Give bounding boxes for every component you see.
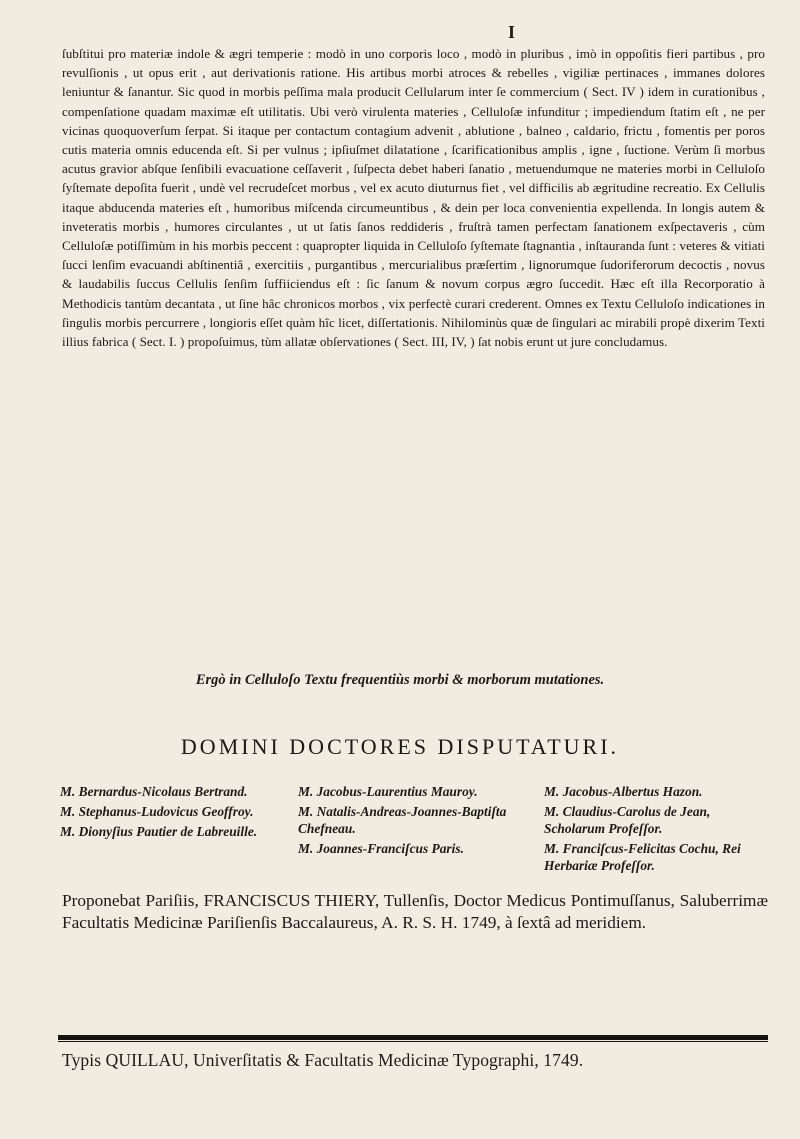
examiners-column-2 [298, 783, 534, 860]
examiner: M. Franciſcus-Felicitas Cochu, Rei Herbariæ Profeſſor. [544, 841, 741, 874]
examiners-column-1 [60, 783, 282, 842]
body-paragraph: ſubſtitui pro materiæ indole & ægri temperie : modò in uno corporis loco , modò in pluribus , imò in oppoſitis fieri partibus , pro revulſionis , ut opus erit , aut derivationis ratione. His artibus morbi atroces & rebelles , vigiliæ pertinaces , immanes dolores leniuntur & ſanantur. Sic quod in morbis peſſima mala producit Cellularum inter ſe commercium ( Sect. IV ) idem in curationibus , compenſatione quadam maximæ eſt utilitatis. Ubi verò virulenta materies , Celluloſæ infunditur ; impediendum ſtatim eſt , ne per vicinas quoquoverſum ſerpat. Si itaque per contactum contagium advenit , ablutione , balneo , caldario, frictu , fomentis per poros cutis materia omnis educenda eſt. Si per vulnus ; ipſiuſmet dilatatione , ſcarificationibus amplis , igne , ſuctione. Verùm ſi morbus acutus gravior abſque ſenſibili evacuatione ceſſaverit , ſuſpecta debet haberi ſanatio , metuendumque ne materies morbi in Celluloſo ſyſtemate depoſita fuerit , undè vel recrudeſcet morbus , vel ex acuto diuturnus fiet , vel difficilis ab ægritudine recreatio. Ex Cellulis itaque abducenda materies eſt , humoribus miſcenda circumeuntibus , & dein per loca convenientia expellenda. In longis autem & inveteratis morbis , humores circulantes , ut ut ſatis ſanos reddideris , fruſtrà tamen perfectam ſanationem exſpectaveris , cùm Celluloſæ potiſſimùm in his morbis peccent : quapropter liquida in Celluloſo ſyſtemate ſtagnantia , inſtauranda ſunt : veteres & vitiati ſucci lenſim evacuandi abſtinentiâ , exercitiis , purgantibus , mercurialibus præſertim , lignorumque ſudoriferorum decoctis , novus & laudabilis ſuccus Cellulis ſenſim ſuffiiciendus eſt : ſic ſanum & novum corpus ægro ſuccedit. Hæc eſt illa Recorporatio à Methodicis tantùm decantata , ut ſine hâc chronicos morbos , vix perfectè curari crederent. Omnes ex Textu Celluloſo indicationes in ſingulis morbis percurrere , longioris eſſet quàm hîc licet, diſſertationis. Nihilominùs quæ de ſingulari ac mirabili propè dixerim Texti illius fabrica ( Sect. I. ) propoſuimus, tùm allatæ obſervationes ( Sect. III, IV, ) ſat nobis erunt ut jure concludamus. [62, 46, 765, 350]
printer-imprint: Typis QUILLAU, Univerſitatis & Facultatis Medicinæ Typographi, 1749. [62, 1050, 584, 1070]
examiners-column-3 [544, 783, 774, 877]
conclusion: Ergò in Celluloſo Textu frequentiùs morbi & morborum mutationes. [195, 672, 605, 688]
body-text [62, 44, 765, 351]
examiner: M. Bernardus-Nicolaus Bertrand. [60, 784, 248, 799]
examiner: M. Dionyſius Pautier de Labreuille. [60, 823, 258, 839]
announcement: Proponebat Pariſiis, FRANCISCUS THIERY, Tullenſis, Doctor Medicus Pontimuſſanus, Saluberrimæ Facultatis Medicinæ Pariſienſis Baccalaureus, A. R. S. H. 1749, à ſextâ ad meridiem. [62, 891, 768, 932]
divider-rule [58, 1035, 768, 1040]
examiner: M. Stephanus-Ludovicus Geoffroy. [60, 803, 254, 819]
examiner: M. Jacobus-Laurentius Mauroy. [298, 784, 478, 799]
divider-rule-thin [58, 1041, 768, 1042]
examiners-heading: DOMINI DOCTORES DISPUTATURI. [180, 734, 620, 759]
page-mark: I [508, 22, 516, 42]
examiner: M. Jacobus-Albertus Hazon. [544, 784, 703, 799]
examiner: M. Natalis-Andreas-Joannes-Baptiſta Chefneau. [298, 803, 507, 837]
examiner: M. Joannes-Franciſcus Paris. [298, 841, 464, 856]
examiner: M. Claudius-Carolus de Jean, Scholarum Profeſſor. [544, 803, 711, 837]
